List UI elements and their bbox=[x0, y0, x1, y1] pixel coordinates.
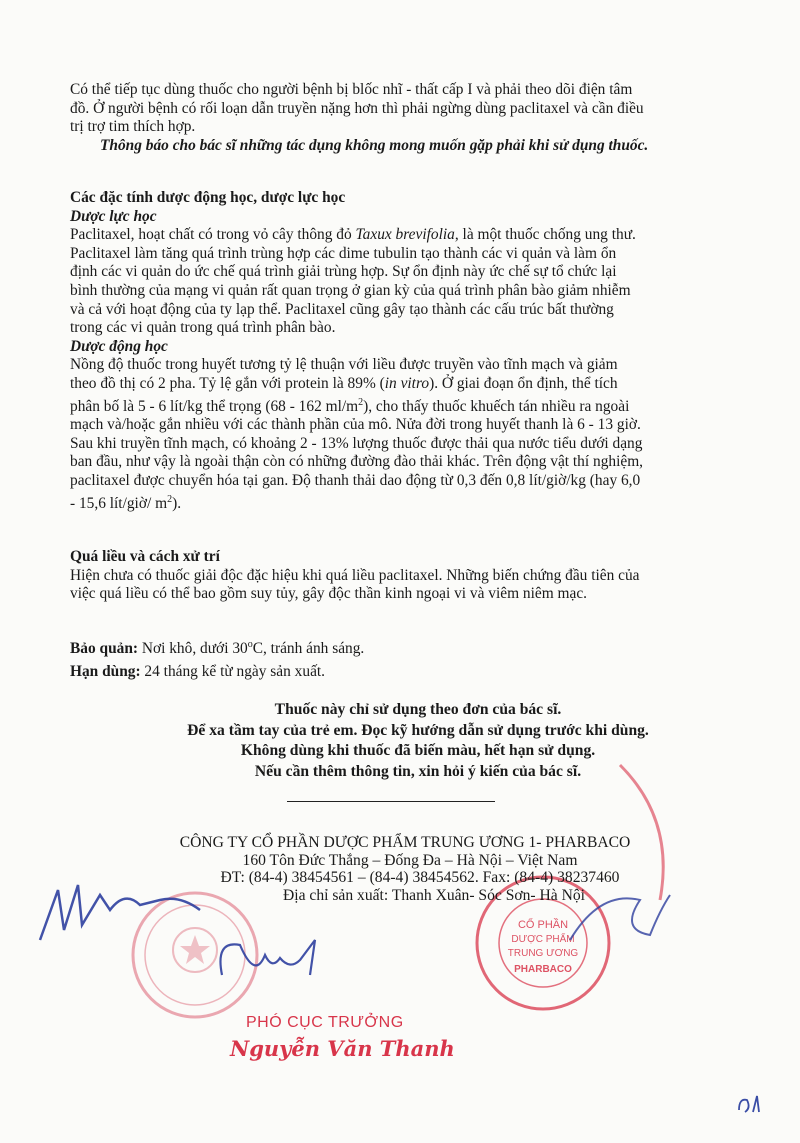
signer-name: Nguyễn Văn Thanh bbox=[230, 1036, 455, 1061]
text-run: , là một thuốc chống ung thư. bbox=[454, 226, 636, 244]
pharmacodynamics-line: định các vi quản do ức chế quá trình giải trùng hợp. Sự ổn định này ức chế sự tổ chức lại bbox=[70, 263, 617, 281]
pharmacodynamics-line: bình thường của mạng vi quản rất quan trọng ở gian kỳ của quá trình phân bào giảm nhiễm bbox=[70, 281, 631, 299]
warning-line: Nếu cần thêm thông tin, xin hỏi ý kiến của bác sĩ. bbox=[254, 762, 582, 780]
text-run: Paclitaxel, hoạt chất có trong vỏ cây thông đỏ bbox=[70, 226, 356, 244]
company-address: 160 Tôn Đức Thắng – Đống Đa – Hà Nội – Việt Nam bbox=[242, 851, 578, 869]
pharmacodynamics-line: Paclitaxel làm tăng quá trình trùng hợp các dime tubulin tạo thành các vi quản và làm ổn bbox=[70, 244, 617, 262]
in-vitro-text: in vitro bbox=[384, 374, 430, 392]
signature-main bbox=[210, 920, 330, 1000]
text-run: phân bố là 5 - 6 lít/kg thể trọng (68 - 162 ml/m bbox=[70, 397, 359, 415]
overdose-line: Hiện chưa có thuốc giải độc đặc hiệu khi quá liều paclitaxel. Những biến chứng đầu tiên của bbox=[70, 566, 640, 584]
text-run: Nơi khô, dưới 30 bbox=[138, 640, 248, 658]
superscript: 2 bbox=[358, 396, 364, 408]
overdose-heading: Quá liều và cách xử trí bbox=[70, 548, 220, 565]
handwritten-mark-icon bbox=[735, 1090, 769, 1118]
seal-text: CỔ PHẦN bbox=[517, 919, 569, 931]
pharmacodynamics-line: và cả với hoạt động của ty lạp thể. Paclitaxel cũng gây tạo thành các cấu trúc bất thường bbox=[70, 300, 614, 318]
factory-address: Địa chỉ sản xuất: Thanh Xuân- Sóc Sơn- Hà Nội bbox=[282, 886, 585, 904]
pharmacokinetics-heading: Dược động học bbox=[70, 337, 168, 355]
pharmacokinetics-line: Nồng độ thuốc trong huyết tương tỷ lệ thuận với liều được truyền vào tĩnh mạch và giảm bbox=[70, 356, 618, 374]
intro-line: trị trợ tim thích hợp. bbox=[70, 118, 196, 136]
text-run: ), cho thấy thuốc khuếch tán nhiều ra ngoài bbox=[363, 397, 630, 415]
shelf-life-value: 24 tháng kể từ ngày sản xuất. bbox=[140, 662, 326, 680]
degree-superscript: o bbox=[247, 639, 253, 650]
storage-label: Bảo quản: bbox=[70, 640, 139, 658]
pharmacokinetics-line: Sau khi truyền tĩnh mạch, có khoảng 2 - 13% lượng thuốc được thải qua nước tiểu dưới dạng bbox=[70, 434, 643, 452]
company-name: CÔNG TY CỔ PHẦN DƯỢC PHẨM TRUNG ƯƠNG 1- PHARBACO bbox=[179, 834, 631, 851]
storage-section bbox=[70, 636, 734, 681]
species-name: Taxux brevifolia bbox=[355, 226, 455, 244]
signature-right bbox=[560, 880, 680, 970]
warnings-block bbox=[0, 700, 800, 782]
pharmacology-section bbox=[70, 189, 734, 513]
side-effect-notice: Thông báo cho bác sĩ những tác dụng không mong muốn gặp phải khi sử dụng thuốc. bbox=[100, 136, 649, 154]
text-run: theo đồ thị có 2 pha. Tỷ lệ gắn với protein là 89% ( bbox=[70, 374, 385, 392]
text-run: C, tránh ánh sáng. bbox=[252, 640, 365, 658]
superscript: 2 bbox=[167, 493, 173, 505]
pharmacodynamics-heading: Dược lực học bbox=[70, 207, 157, 225]
storage-line bbox=[70, 636, 734, 659]
divider-line bbox=[287, 801, 495, 802]
text-run: - 15,6 lít/giờ/ m bbox=[70, 494, 168, 512]
seal-text: PHARBACO bbox=[514, 964, 572, 975]
intro-line: đồ. Ở người bệnh có rối loạn dẫn truyền nặng hơn thì phải ngừng dùng paclitaxel và cần điều bbox=[70, 99, 644, 117]
pharmacodynamics-line: trong các vi quản trong quá trình phân bào. bbox=[70, 319, 336, 337]
pharmacokinetics-line: mạch và/hoặc gắn nhiều với các thành phần của mô. Nửa đời trong huyết thanh là 6 - 13 giờ. bbox=[70, 416, 641, 434]
shelf-life-label: Hạn dùng: bbox=[70, 662, 141, 680]
seal-text: DƯỢC PHẨM bbox=[511, 934, 575, 945]
warning-line: Không dùng khi thuốc đã biến màu, hết hạn sử dụng. bbox=[240, 742, 596, 759]
shelf-life-line bbox=[70, 663, 734, 682]
warning-line: Thuốc này chỉ sử dụng theo đơn của bác sĩ. bbox=[274, 701, 562, 718]
overdose-section bbox=[70, 548, 734, 604]
pharmacokinetics-line: ban đầu, như vậy là ngoài thận còn có những đường đào thải khác. Trên động vật thí nghiệm, bbox=[70, 453, 644, 471]
text-run: ). Ở giai đoạn ổn định, thể tích bbox=[429, 374, 618, 392]
signer-title: PHÓ CỤC TRƯỞNG bbox=[246, 1014, 404, 1031]
pharmacokinetics-line: paclitaxel được chuyển hóa tại gan. Độ thanh thải dao động từ 0,3 đến 0,8 lít/giờ/kg (hay 6,0 bbox=[70, 472, 641, 490]
pharmacokinetics-line bbox=[70, 491, 734, 514]
page-annotation bbox=[735, 1090, 769, 1122]
warning-line: Để xa tầm tay của trẻ em. Đọc kỹ hướng dẫn sử dụng trước khi dùng. bbox=[187, 721, 649, 739]
pharmacokinetics-line bbox=[70, 394, 734, 417]
company-contact: ĐT: (84-4) 38454561 – (84-4) 38454562. Fax: (84-4) 38237460 bbox=[220, 869, 620, 886]
intro-line: Có thể tiếp tục dùng thuốc cho người bệnh bị blốc nhĩ - thất cấp I và phải theo dõi điện tâm bbox=[70, 81, 633, 98]
overdose-line: việc quá liều có thể bao gồm suy tủy, gây độc thần kinh ngoại vi và viêm niêm mạc. bbox=[70, 585, 588, 603]
seal-text: TRUNG ƯƠNG bbox=[507, 948, 579, 959]
text-run: ). bbox=[172, 494, 182, 512]
pharmacodynamics-line bbox=[70, 226, 734, 245]
intro-paragraph bbox=[70, 81, 734, 155]
pharmacology-heading: Các đặc tính dược động học, dược lực học bbox=[70, 189, 346, 206]
pharmacokinetics-line bbox=[70, 375, 734, 394]
